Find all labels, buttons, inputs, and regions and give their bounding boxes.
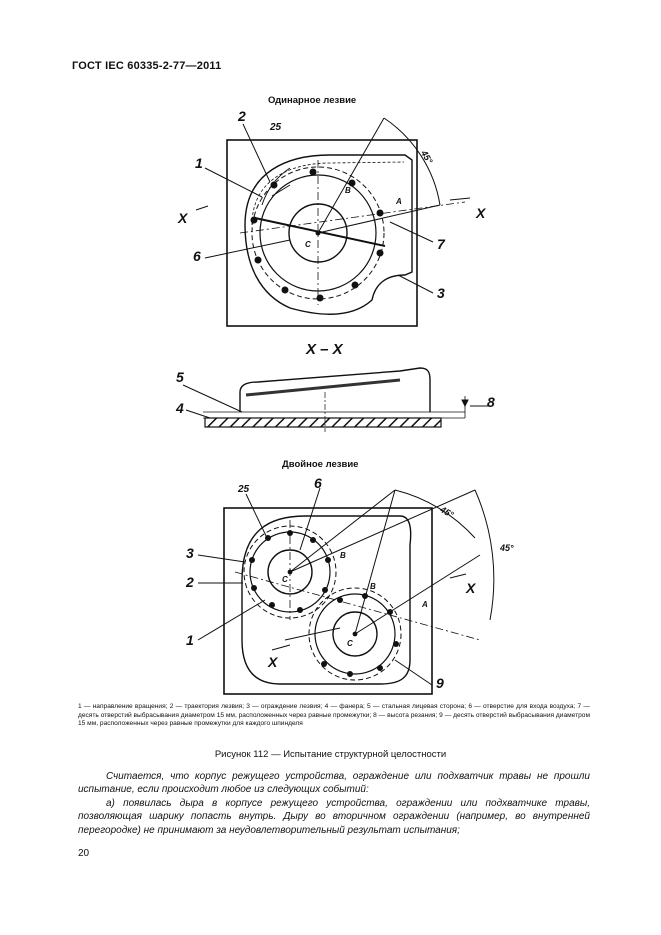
single-blade-view xyxy=(227,118,465,326)
plywood-section xyxy=(205,418,441,427)
steel-face-section xyxy=(240,368,430,412)
figure-top-title: Одинарное лезвие xyxy=(268,95,357,106)
label-x-left-top: X xyxy=(178,210,188,226)
label-angle2-bottom: 45° xyxy=(500,543,514,553)
single-blade-holes xyxy=(251,169,384,302)
label-x-left-bottom: X xyxy=(268,654,278,670)
label-c2-bottom: C xyxy=(347,639,353,648)
double-blade-view xyxy=(224,490,494,694)
label-b2-bottom: B xyxy=(370,582,376,591)
label-25-bottom: 25 xyxy=(238,484,250,495)
label-3-bottom: 3 xyxy=(186,545,194,561)
label-x-right-top: X xyxy=(476,205,486,221)
label-2-top: 2 xyxy=(238,108,246,124)
plywood-board-bottom xyxy=(224,508,432,694)
label-5-section: 5 xyxy=(176,369,184,385)
label-a-top: A xyxy=(396,197,402,206)
label-2-bottom: 2 xyxy=(186,574,194,590)
label-4-section: 4 xyxy=(176,400,184,416)
label-a-bottom: A xyxy=(422,600,428,609)
label-1-top: 1 xyxy=(195,155,203,171)
label-8-section: 8 xyxy=(487,394,495,410)
document-header: ГОСТ IEC 60335-2-77—2011 xyxy=(72,60,222,72)
label-b-top: B xyxy=(345,186,351,195)
label-3-top: 3 xyxy=(437,285,445,301)
label-angle-top: 45° xyxy=(419,148,435,166)
label-9-bottom: 9 xyxy=(436,675,444,691)
label-x-right-bottom: X xyxy=(466,580,476,596)
label-6-top: 6 xyxy=(193,248,201,264)
label-1-bottom: 1 xyxy=(186,632,194,648)
body-paragraph-1: Считается, что корпус режущего устройства, ограждение или подхватчик травы не прошли испытание, если происходит любое из следующих событий: xyxy=(78,771,590,796)
figure-bottom-title: Двойное лезвие xyxy=(282,459,359,470)
figure-legend: 1 — направление вращения; 2 — траектория лезвия; 3 — ограждение лезвия; 4 — фанера; 5 — стальная лицевая сторона; 6 — отверстие для входа воздуха; 7 — десять отверстий выбрасывания диаметром 15 мм, расположенных через равные промежутки; 8 — высота резания; 9 — десять отверстий выбрасывания диаметром 15 мм, расположенных через равные промежутки для каждого шпинделя xyxy=(78,703,590,728)
label-c-top: C xyxy=(305,240,311,249)
section-label: X – X xyxy=(306,341,343,358)
body-paragraph-2: а) появилась дыра в корпусе режущего устройства, ограждении или подхватчике травы, позволяющая шарику попасть внутрь. Дыру во вторичном ограждении (например, во внутренней перегородке) не принимают за неудовлетворительный результат испытания; xyxy=(78,798,590,836)
label-b1-bottom: B xyxy=(340,551,346,560)
double-blade-leaders xyxy=(198,488,466,685)
page-number: 20 xyxy=(78,848,90,859)
label-angle1-bottom: 45° xyxy=(438,504,456,520)
label-6-bottom: 6 xyxy=(314,475,322,491)
figure-title: Рисунок 112 — Испытание структурной целостности xyxy=(214,749,447,760)
label-c1-bottom: C xyxy=(282,575,288,584)
section-view xyxy=(183,368,488,432)
label-25-top: 25 xyxy=(270,122,282,133)
label-7-top: 7 xyxy=(437,236,445,252)
